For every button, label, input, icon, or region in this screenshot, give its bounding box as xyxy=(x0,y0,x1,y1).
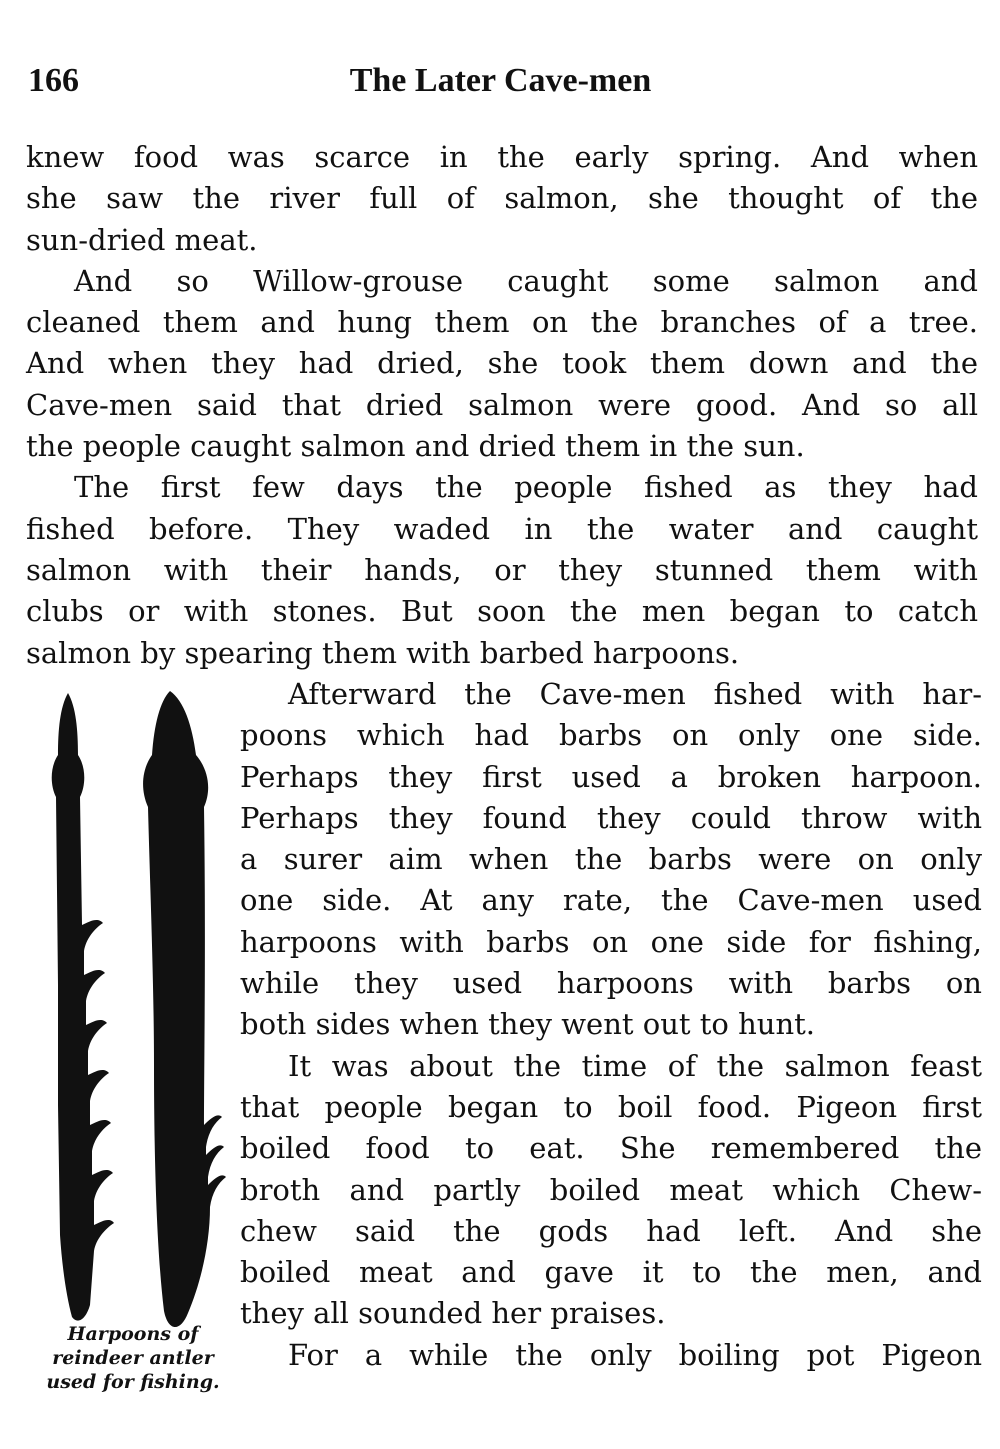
text-line: Perhaps they first used a broken harpoon. xyxy=(240,759,982,794)
text-line: the people caught salmon and dried them in the sun. xyxy=(26,429,805,464)
text-line: And when they had dried, she took them down and the xyxy=(26,346,978,381)
body-text-full-width xyxy=(26,137,978,674)
text-line: poons which had barbs on only one side. xyxy=(240,718,982,753)
figure-caption xyxy=(28,1322,238,1394)
text-line: For a while the only boiling pot Pigeon xyxy=(288,1337,982,1372)
text-line: they all sounded her praises. xyxy=(240,1296,666,1331)
text-line: one side. At any rate, the Cave-men used xyxy=(240,883,982,918)
text-line: boiled food to eat. She remembered the xyxy=(240,1131,982,1166)
text-line: while they used harpoons with barbs on xyxy=(240,966,982,1001)
text-line: chew said the gods had left. And she xyxy=(240,1213,982,1248)
paragraph xyxy=(240,674,982,1046)
text-line: sun-dried meat. xyxy=(26,222,258,257)
text-line: broth and partly boiled meat which Chew- xyxy=(240,1172,982,1207)
text-line: salmon by spearing them with barbed harpoons. xyxy=(26,635,740,670)
caption-line: reindeer antler xyxy=(52,1347,214,1369)
text-line: both sides when they went out to hunt. xyxy=(240,1007,815,1042)
text-line: she saw the river full of salmon, she thought of the xyxy=(26,181,978,216)
text-line: knew food was scarce in the early spring. And when xyxy=(26,140,978,174)
paragraph xyxy=(26,261,978,467)
caption-line: Harpoons of xyxy=(67,1323,199,1345)
text-line: And so Willow-grouse caught some salmon and xyxy=(74,263,978,298)
text-line: boiled meat and gave it to the men, and xyxy=(240,1255,982,1290)
text-line: that people began to boil food. Pigeon first xyxy=(240,1089,982,1124)
paragraph xyxy=(240,1335,982,1376)
text-line: clubs or with stones. But soon the men began to catch xyxy=(26,594,978,629)
paragraph xyxy=(26,467,978,673)
harpoon-figure xyxy=(28,685,238,1340)
text-line: The first few days the people fished as they had xyxy=(74,470,978,505)
text-line: cleaned them and hung them on the branches of a tree. xyxy=(26,305,978,340)
text-line: Cave-men said that dried salmon were good. And so all xyxy=(26,387,978,422)
text-line: a surer aim when the barbs were on only xyxy=(240,842,982,877)
double-barbed-harpoon-icon xyxy=(52,693,114,1321)
text-line: Afterward the Cave-men fished with har- xyxy=(288,677,982,711)
single-barbed-harpoon-icon xyxy=(143,691,226,1327)
body-text-beside-figure xyxy=(240,674,982,1376)
caption-line: used for fishing. xyxy=(46,1371,220,1393)
running-head xyxy=(28,62,973,112)
text-line: fished before. They waded in the water and caught xyxy=(26,511,978,546)
text-line: Perhaps they found they could throw with xyxy=(240,800,982,835)
page-number: 166 xyxy=(28,62,79,99)
paragraph xyxy=(240,1046,982,1335)
harpoon-illustration-icon xyxy=(28,685,238,1340)
text-line: harpoons with barbs on one side for fishing, xyxy=(240,924,982,959)
text-line: salmon with their hands, or they stunned them with xyxy=(26,552,978,587)
paragraph xyxy=(26,137,978,261)
running-title: The Later Cave-men xyxy=(349,62,652,99)
text-line: It was about the time of the salmon feast xyxy=(288,1048,982,1083)
